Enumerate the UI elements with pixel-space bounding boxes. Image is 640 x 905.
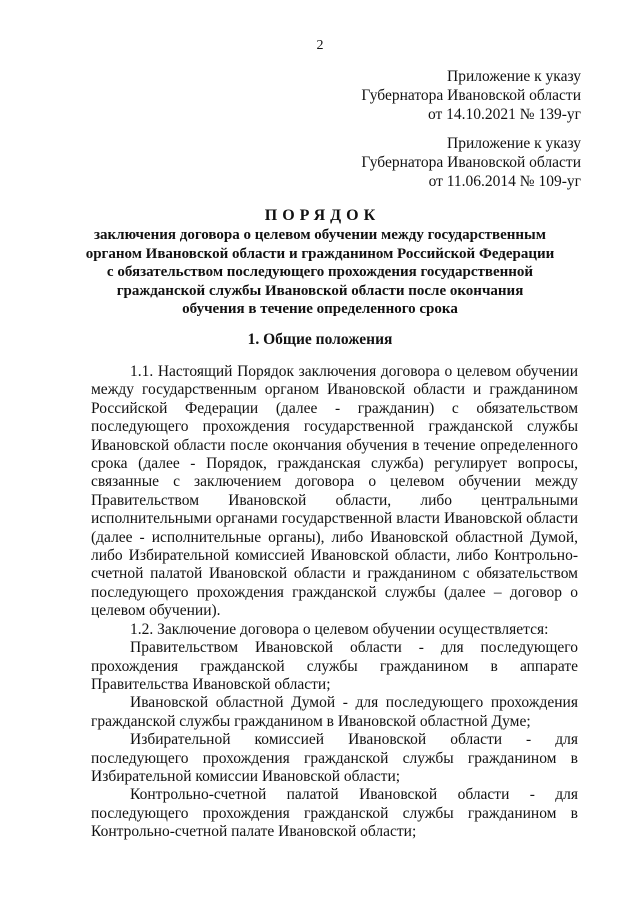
page-number: 2 bbox=[316, 38, 324, 53]
appendix-line: Приложение к указу bbox=[447, 135, 581, 152]
paragraph-audit-chamber: Контрольно-счетной палатой Ивановской области - для последующего прохождения гражданской службы гражданином в Контрольно-счетной палате Ивановской области; bbox=[91, 786, 578, 841]
appendix-note-current bbox=[361, 67, 581, 124]
appendix-line: от 14.10.2021 № 139-уг bbox=[427, 106, 581, 123]
paragraph-duma: Ивановской областной Думой - для последующего прохождения гражданской службы гражданином в Ивановской областной Думе; bbox=[91, 694, 578, 730]
appendix-line: Губернатора Ивановской области bbox=[361, 154, 581, 171]
document-subtitle bbox=[60, 226, 580, 319]
subtitle-line: гражданской службы Ивановской области после окончания bbox=[116, 282, 524, 299]
subtitle-line: обучения в течение определенного срока bbox=[182, 301, 458, 317]
paragraph-election-commission: Избирательной комиссией Ивановской области - для последующего прохождения гражданской службы гражданином в Избирательной комиссии Ивановской области; bbox=[91, 731, 578, 785]
subtitle-line: с обязательством последующего прохождения государственной bbox=[106, 264, 534, 280]
section-heading: 1. Общие положения bbox=[247, 331, 393, 348]
appendix-line: от 11.06.2014 № 109-уг bbox=[428, 173, 581, 190]
subtitle-line: органом Ивановской области и гражданином Российской Федерации bbox=[85, 245, 555, 262]
document-body bbox=[91, 363, 578, 842]
subtitle-line: заключения договора о целевом обучении между государственным bbox=[94, 227, 546, 243]
appendix-line: Губернатора Ивановской области bbox=[361, 87, 581, 104]
document-title-block bbox=[60, 206, 580, 319]
document-title: ПОРЯДОК bbox=[264, 207, 381, 224]
paragraph-government: Правительством Ивановской области - для последующего прохождения гражданской службы гражданином в аппарате Правительства Ивановской области; bbox=[91, 639, 578, 693]
paragraph-1-1: 1.1. Настоящий Порядок заключения договора о целевом обучении между государственным органом Ивановской области и гражданином Российской Федерации (далее - гражданин) с обязательством последующего прохождения государственной гражданской службы Ивановской области после окончания обучения в течение определенного срока (далее - Порядок, гражданская служба) регулирует вопросы, связанные с заключением договора о целевом обучении между Правительством Ивановской области, либо центральными исполнительными органами государственной власти Ивановской области (далее - исполнительные органы), либо Ивановской областной Думой, либо Избирательной комиссией Ивановской области, либо Контрольно-счетной палатой Ивановской области и гражданином с обязательством последующего прохождения гражданской службы (далее – договор о целевом обучении). bbox=[91, 363, 578, 620]
paragraph-1-2: 1.2. Заключение договора о целевом обучении осуществляется: bbox=[130, 620, 549, 638]
appendix-note-original bbox=[361, 134, 581, 191]
appendix-line: Приложение к указу bbox=[447, 68, 581, 85]
